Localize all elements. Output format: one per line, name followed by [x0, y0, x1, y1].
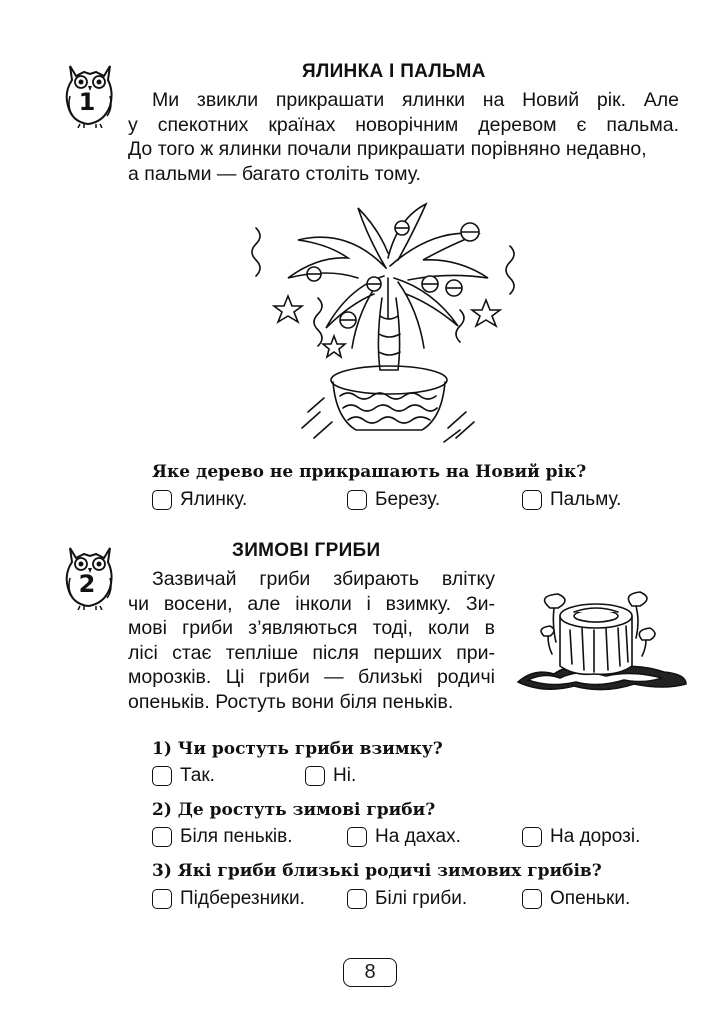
paragraph-line: опеньків. Ростуть вони біля пеньків.: [128, 690, 454, 713]
option-na-dakhakh[interactable]: [347, 826, 461, 848]
paragraph-line: у спекотних країнах новорічним деревом є пальма.: [128, 113, 679, 136]
paragraph-line: Ми звикли прикрашати ялинки на Новий рік. Але: [152, 89, 679, 111]
paragraph-line: мові гриби з’являються тоді, коли в: [128, 617, 495, 639]
option-yalynku[interactable]: [152, 489, 247, 511]
checkbox[interactable]: [347, 827, 367, 847]
option-label: Ні.: [333, 765, 357, 786]
option-label: На дорозі.: [550, 826, 641, 847]
option-label: Підберезники.: [180, 888, 305, 909]
option-label: Біля пеньків.: [180, 826, 293, 847]
option-palmu[interactable]: [522, 489, 621, 511]
paragraph-line: чи восени, але інколи і взимку. Зи-: [128, 592, 495, 615]
story-paragraph: [128, 567, 495, 714]
question-2-2: 2) Де ростуть зимові гриби?: [152, 800, 436, 820]
checkbox[interactable]: [152, 827, 172, 847]
checkbox[interactable]: [152, 490, 172, 510]
option-tak[interactable]: [152, 765, 215, 787]
option-label: Так.: [180, 765, 215, 786]
option-pidberezniky[interactable]: [152, 888, 305, 910]
owl-badge-2: [64, 544, 116, 610]
checkbox[interactable]: [305, 766, 325, 786]
paragraph-line: морозків. Ці гриби — близькі родичі: [128, 666, 495, 688]
question-1: Яке дерево не прикрашають на Новий рік?: [152, 462, 587, 482]
checkbox[interactable]: [522, 827, 542, 847]
paragraph-line: Зазвичай гриби збирають влітку: [152, 568, 495, 590]
option-ni[interactable]: [305, 765, 356, 787]
stump-mushrooms-illustration: [514, 586, 690, 698]
paragraph-line: До того ж ялинки почали прикрашати порівняно недавно,: [128, 138, 647, 160]
section-title: ЯЛИНКА І ПАЛЬМА: [302, 61, 486, 82]
checkbox[interactable]: [522, 889, 542, 909]
checkbox[interactable]: [347, 889, 367, 909]
option-label: Ялинку.: [180, 489, 248, 510]
option-label: Березу.: [375, 489, 441, 510]
section-number: 1: [78, 88, 96, 116]
paragraph-line: а пальми — багато століть тому.: [128, 162, 421, 185]
section-title: ЗИМОВІ ГРИБИ: [232, 540, 381, 561]
option-label: На дахах.: [375, 826, 461, 847]
paragraph-line: лісі стає тепліше після перших при-: [128, 641, 495, 664]
section-number: 2: [78, 570, 96, 598]
question-2-3: 3) Які гриби близькі родичі зимових грибів?: [152, 861, 602, 881]
option-na-dorozi[interactable]: [522, 826, 640, 848]
checkbox[interactable]: [522, 490, 542, 510]
story-paragraph: [128, 88, 679, 186]
decorated-palm-illustration: [248, 198, 524, 444]
owl-badge-1: [64, 62, 116, 128]
option-label: Пальму.: [550, 489, 622, 510]
checkbox[interactable]: [152, 766, 172, 786]
option-label: Білі гриби.: [375, 888, 468, 909]
option-bilia-penkiv[interactable]: [152, 826, 293, 848]
question-2-1: 1) Чи ростуть гриби взимку?: [152, 739, 443, 759]
option-bili-hryby[interactable]: [347, 888, 467, 910]
option-openky[interactable]: [522, 888, 630, 910]
checkbox[interactable]: [152, 889, 172, 909]
checkbox[interactable]: [347, 490, 367, 510]
option-label: Опеньки.: [550, 888, 631, 909]
page-number: 8: [343, 958, 397, 987]
option-berezu[interactable]: [347, 489, 440, 511]
